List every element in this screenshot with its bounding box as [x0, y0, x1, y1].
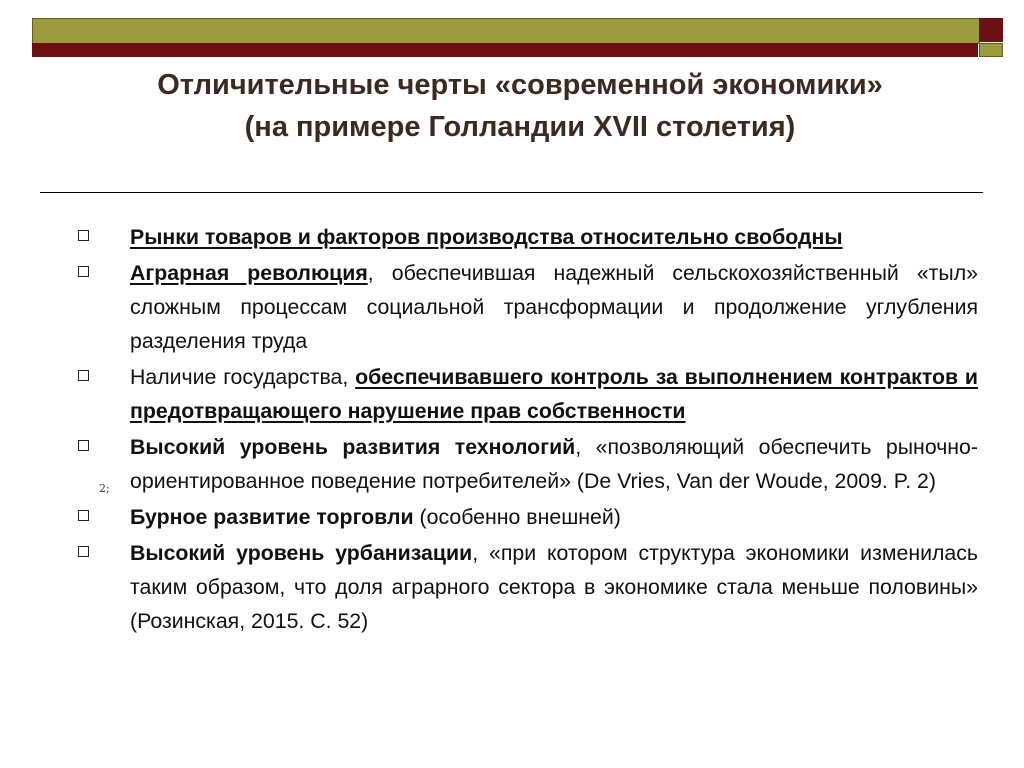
bullet-text-bold: Высокий уровень урбанизации: [130, 541, 473, 565]
bullet-text: , обеспечившая надежный сельскохозяйственный «тыл» сложным процессам социальной трансформации и продолжение углубления разделения труда: [130, 261, 978, 353]
title-line-1: Отличительные черты «современной экономики»: [157, 69, 883, 101]
square-bullet-icon: [78, 546, 89, 557]
square-bullet-icon: [78, 440, 89, 451]
header-maroon-bar: [32, 43, 978, 57]
square-bullet-icon: [78, 370, 89, 381]
square-bullet-icon: [78, 266, 89, 277]
bullet-text-bold-underlined: Рынки товаров и факторов производства относительно свободны: [130, 225, 843, 249]
header-olive-square: [979, 43, 1003, 57]
header-olive-bar: [32, 18, 980, 44]
list-item: [78, 536, 978, 638]
bullet-text: Наличие государства,: [130, 365, 356, 389]
list-item: [78, 220, 978, 254]
list-item: [78, 430, 978, 498]
square-bullet-icon: [78, 510, 89, 521]
list-item: [78, 500, 978, 534]
bullet-text-bold: Бурное развитие торговли: [130, 505, 414, 529]
list-item: [78, 256, 978, 358]
bullet-text-bold: Высокий уровень развития технологий: [130, 435, 576, 459]
bullet-text-bold-underlined: обеспечивавшего контроль за выполнением контрактов и предотвращающего нарушение прав собственности: [130, 365, 978, 423]
bullet-text-bold-underlined: Аграрная революция: [130, 261, 368, 285]
bullet-text: , «при котором структура экономики изменилась таким образом, что доля аграрного сектора в экономике стала меньше половины» (Розинская, 2015. С. 52): [130, 541, 978, 633]
list-item: [78, 360, 978, 428]
stray-footnote-mark: 2;: [99, 482, 110, 495]
bullet-text: , «позволяющий обеспечить рыночно-ориентированное поведение потребителей» (De Vries, Van der Woude, 2009. P. 2): [130, 435, 978, 493]
header-maroon-square: [979, 18, 1003, 42]
bullet-list: [78, 220, 978, 640]
bullet-text: (особенно внешней): [413, 505, 621, 529]
title-line-2: (на примере Голландии XVII столетия): [244, 111, 796, 143]
square-bullet-icon: [78, 230, 89, 241]
slide-title: [40, 64, 1000, 148]
title-divider: [40, 192, 983, 193]
